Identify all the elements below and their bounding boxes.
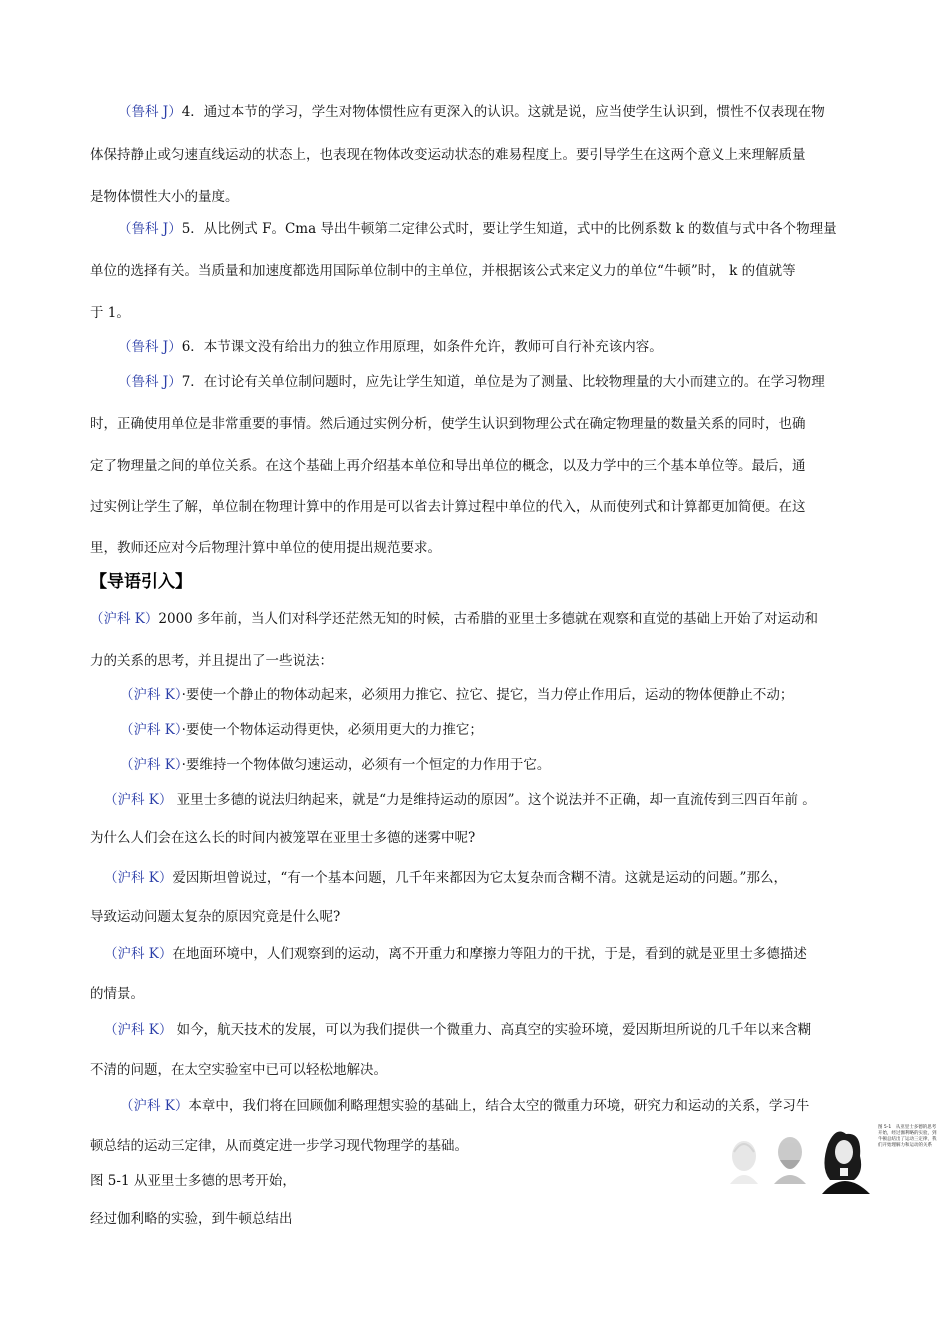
- lk-para-5-line-2: 单位的选择有关。当质量和加速度都选用国际单位制中的主单位，并根据该公式来定义力的单位“牛顿”时， k 的值就等: [90, 263, 796, 279]
- galileo-portrait: [774, 1137, 806, 1184]
- hk-para-6-line-1: （沪科 K）爱因斯坦曾说过，“有一个基本问题，几千年来都因为它太复杂而含糊不清。这就是运动的问题。”那么，: [104, 870, 787, 886]
- figure-caption-line-1: 图 5-1 从亚里士多德的思考开始，: [90, 1173, 296, 1189]
- source-tag: （沪科 K）: [120, 687, 182, 703]
- hk-para-6-line-2: 导致运动问题太复杂的原因究竟是什么呢?: [90, 909, 341, 925]
- source-tag: （沪科 K）: [104, 870, 173, 886]
- newton-portrait: [822, 1132, 870, 1194]
- aristotle-portrait: [730, 1141, 758, 1184]
- lk-para-5-line-3: 于 1。: [90, 305, 130, 321]
- hk-para-1-line-2: 力的关系的思考，并且提出了一些说法：: [90, 653, 333, 669]
- figure-small-caption: 图 5-1 从亚里士多德的思考开始，经过伽利略的实验，到牛顿总结出了运动三定律，我们开始理解力和运动的关系: [878, 1125, 937, 1148]
- source-tag: （鲁科 J）: [118, 339, 182, 355]
- lk-para-7-line-3: 定了物理量之间的单位关系。在这个基础上再介绍基本单位和导出单位的概念，以及力学中的三个基本单位等。最后，通: [90, 458, 806, 474]
- hk-para-8-line-1: （沪科 K） 如今，航天技术的发展，可以为我们提供一个微重力、高真空的实验环境，爱因斯坦所说的几千年以来含糊: [104, 1022, 812, 1038]
- hk-para-9-line-2: 顿总结的运动三定律，从而奠定进一步学习现代物理学的基础。: [90, 1138, 468, 1154]
- hk-para-5-line-2: 为什么人们会在这么长的时间内被笼罩在亚里士多德的迷雾中呢?: [90, 830, 476, 846]
- lk-para-4-line-2: 体保持静止或匀速直线运动的状态上，也表现在物体改变运动状态的难易程度上。要引导学生在这两个意义上来理解质量: [90, 147, 806, 163]
- source-tag: （沪科 K）: [120, 722, 182, 738]
- lk-para-4-line-1: （鲁科 J）4．通过本节的学习，学生对物体惯性应有更深入的认识。这就是说，应当使学生认识到，惯性不仅表现在物: [118, 104, 825, 120]
- hk-para-8-line-2: 不清的问题，在太空实验室中已可以轻松地解决。: [90, 1062, 387, 1078]
- lk-para-7-line-2: 时，正确使用单位是非常重要的事情。然后通过实例分析，使学生认识到物理公式在确定物理量的数量关系的同时，也确: [90, 416, 806, 432]
- source-tag: （沪科 K）: [90, 611, 159, 627]
- hk-para-7-line-1: （沪科 K）在地面环境中，人们观察到的运动，离不开重力和摩擦力等阻力的干扰，于是，看到的就是亚里士多德描述: [104, 946, 807, 962]
- source-tag: （沪科 K）: [104, 946, 173, 962]
- hk-para-9-line-1: （沪科 K）本章中，我们将在回顾伽利略理想实验的基础上，结合太空的微重力环境，研究力和运动的关系，学习牛: [120, 1098, 810, 1114]
- lk-para-6-line-1: （鲁科 J）6．本节课文没有给出力的独立作用原理，如条件允许，教师可自行补充该内容。: [118, 339, 663, 355]
- lk-para-7-line-5: 里，教师还应对今后物理汁算中单位的使用提出规范要求。: [90, 540, 441, 556]
- hk-para-7-line-2: 的情景。: [90, 986, 144, 1002]
- lk-para-4-line-3: 是物体惯性大小的量度。: [90, 189, 239, 205]
- hk-bullet-3: （沪科 K）·要维持一个物体做匀速运动，必须有一个恒定的力作用于它。: [120, 757, 551, 773]
- hk-bullet-1: （沪科 K）·要使一个静止的物体动起来，必须用力推它、拉它、提它，当力停止作用后，运动的物体便静止不动；: [120, 687, 794, 703]
- source-tag: （鲁科 J）: [118, 104, 182, 120]
- section-heading: 【导语引入】: [90, 572, 192, 592]
- lk-para-7-line-1: （鲁科 J）7．在讨论有关单位制问题时，应先让学生知道，单位是为了测量、比较物理量的大小而建立的。在学习物理: [118, 374, 825, 390]
- source-tag: （鲁科 J）: [118, 374, 182, 390]
- hk-para-1-line-1: （沪科 K）2000 多年前，当人们对科学还茫然无知的时候，古希腊的亚里士多德就在观察和直觉的基础上开始了对运动和: [90, 611, 819, 627]
- source-tag: （沪科 K）: [120, 1098, 189, 1114]
- hk-bullet-2: （沪科 K）·要使一个物体运动得更快，必须用更大的力推它；: [120, 722, 483, 738]
- source-tag: （鲁科 J）: [118, 221, 182, 237]
- figure-caption-line-2: 经过伽利略的实验，到牛顿总结出: [90, 1211, 293, 1227]
- source-tag: （沪科 K）: [104, 1022, 173, 1038]
- lk-para-7-line-4: 过实例让学生了解，单位制在物理计算中的作用是可以省去计算过程中单位的代入，从而使列式和计算都更加简便。在这: [90, 499, 806, 515]
- source-tag: （沪科 K）: [104, 792, 173, 808]
- source-tag: （沪科 K）: [120, 757, 182, 773]
- lk-para-5-line-1: （鲁科 J）5．从比例式 F。Cma 导出牛顿第二定律公式时，要让学生知道，式中的比例系数 k 的数值与式中各个物理量: [118, 221, 837, 237]
- hk-para-5-line-1: （沪科 K） 亚里士多德的说法归纳起来，就是“力是维持运动的原因”。这个说法并不正确，却一直流传到三四百年前 。: [104, 792, 816, 808]
